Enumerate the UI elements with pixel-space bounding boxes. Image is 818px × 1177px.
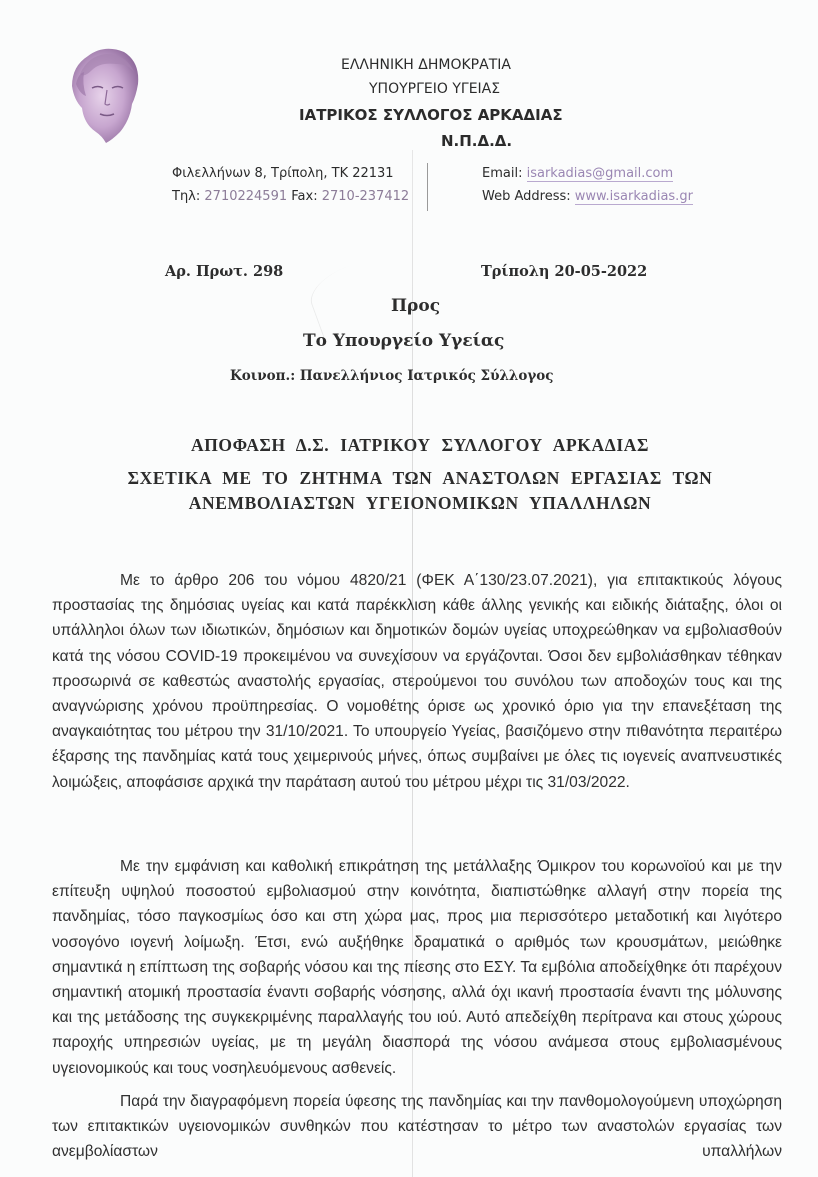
to-label: Προς (391, 296, 441, 316)
recipient: Το Υπουργείο Υγείας (303, 331, 505, 351)
association-name: ΙΑΤΡΙΚΟΣ ΣΥΛΛΟΓΟΣ ΑΡΚΑΔΙΑΣ (299, 106, 563, 124)
email-line (482, 166, 673, 181)
place-date: Τρίπολη 20-05-2022 (481, 263, 648, 280)
email-label: Email: (482, 166, 523, 181)
email-link[interactable]: isarkadias@gmail.com (526, 166, 674, 181)
phone-number[interactable]: 2710224591 (204, 189, 288, 204)
legal-form: Ν.Π.Δ.Δ. (441, 132, 513, 150)
phone-fax-line (172, 189, 409, 204)
fax-label: Fax: (291, 189, 318, 204)
web-line (482, 189, 693, 204)
postal-address: Φιλελλήνων 8, Τρίπολη, ΤΚ 22131 (172, 166, 394, 181)
fax-number: 2710-237412 (321, 189, 410, 204)
paragraph-text: Με την εμφάνιση και καθολική επικράτηση της μετάλλαξης Όμικρον του κορωνοϊού και με την επίτευξη υψηλού ποσοστού εμβολιασμού στην κοινότητα, διαπιστώθηκε αλλαγή στην πορεία της πανδημίας, τόσο παγκοσμίως όσο και στη χώρα μας, προς μια περισσότερο μεταδοτική και λιγότερο νοσογόνο ιογενή λοίμωξη. Έτσι, ενώ αυξήθηκε δραματικά ο αριθμός των κρουσμάτων, μειώθηκε σημαντικά η επίπτωση της σοβαρής νόσου και της πίεσης στο ΕΣΥ. Τα εμβόλια αποδείχθηκε ότι παρέχουν σημαντική ατομική προστασία έναντι σοβαρής νόσησης, αλλά όχι ικανή προστασία έναντι της μόλυνσης και της μετάδοσης της συγκεκριμένης παραλλαγής του ιού. Αυτό απεδείχθη περίτρανα και στους χώρους παροχής υπηρεσιών υγείας, με τη μεγάλη διασπορά της νόσου ανάμεσα στους εμβολιασμένους υγειονομικούς και τους νοσηλευόμενους ασθενείς. (52, 858, 782, 1077)
subject-line-2: ΑΝΕΜΒΟΛΙΑΣΤΩΝ ΥΓΕΙΟΝΟΜΙΚΩΝ ΥΠΑΛΛΗΛΩΝ (188, 493, 652, 513)
ministry-heading: ΥΠΟΥΡΓΕΙΟ ΥΓΕΙΑΣ (369, 81, 501, 97)
protocol-number: Αρ. Πρωτ. 298 (165, 263, 284, 280)
paragraph-text: Παρά την διαγραφόμενη πορεία ύφεσης της πανδημίας και την πανθομολογούμενη υποχώρηση των επιτακτικών υγειονομικών συνθηκών που κατέστησαν το μέτρο των αναστολών εργασίας των ανεμβολίαστων υπαλλήλων (52, 1093, 782, 1161)
decision-title: ΑΠΟΦΑΣΗ Δ.Σ. ΙΑΤΡΙΚΟΥ ΣΥΛΛΟΓΟΥ ΑΡΚΑΔΙΑΣ (190, 435, 650, 455)
republic-heading: ΕΛΛΗΝΙΚΗ ΔΗΜΟΚΡΑΤΙΑ (341, 57, 511, 73)
paper-crease (303, 241, 437, 339)
hygieia-head-logo (66, 44, 146, 144)
header-divider (427, 163, 428, 211)
paragraph-text: Με το άρθρο 206 του νόμου 4820/21 (ΦΕΚ Α΄130/23.07.2021), για επιτακτικούς λόγους προστασίας της δημόσιας υγείας και κατά παρέκκλιση κάθε άλλης γενικής και ειδικής διάταξης, όλοι οι υπάλληλοι όλων των ιδιωτικών, δημόσιων και δημοτικών δομών υγείας υποχρεώθηκαν να εμβολιασθούν κατά της νόσου COVID-19 προκειμένου να συνεχίσουν να εργάζονται. Όσοι δεν εμβολιάσθηκαν τέθηκαν προσωρινά σε καθεστώς αναστολής εργασίας, στερούμενοι του συνόλου των αποδοχών τους και της αναγνώρισης χρόνου προϋπηρεσίας. Ο νομοθέτης όρισε ως χρονικό όριο για την επανεξέταση της αναγκαιότητας του μέτρου την 31/10/2021. Το υπουργείο Υγείας, βασιζόμενο στην πιθανότητα περαιτέρω έξαρσης της πανδημίας κατά τους χειμερινούς μήνες, όπως συμβαίνει με όλες τις ιογενείς αναπνευστικές λοιμώξεις, αποφάσισε αρχικά την παράταση αυτού του μέτρου μέχρι τις 31/03/2022. (52, 572, 782, 791)
carbon-copy: Κοινοπ.: Πανελλήνιος Ιατρικός Σύλλογος (230, 368, 554, 384)
body-paragraph-3 (52, 1089, 782, 1165)
body-paragraph-2 (52, 854, 782, 1081)
body-paragraph-1 (52, 568, 782, 795)
web-link[interactable]: www.isarkadias.gr (574, 189, 693, 204)
web-label: Web Address: (482, 189, 571, 204)
subject-line-1: ΣΧΕΤΙΚΑ ΜΕ ΤΟ ΖΗΤΗΜΑ ΤΩΝ ΑΝΑΣΤΟΛΩΝ ΕΡΓΑΣΙΑΣ ΤΩΝ (127, 468, 713, 488)
phone-label: Τηλ: (172, 189, 201, 204)
